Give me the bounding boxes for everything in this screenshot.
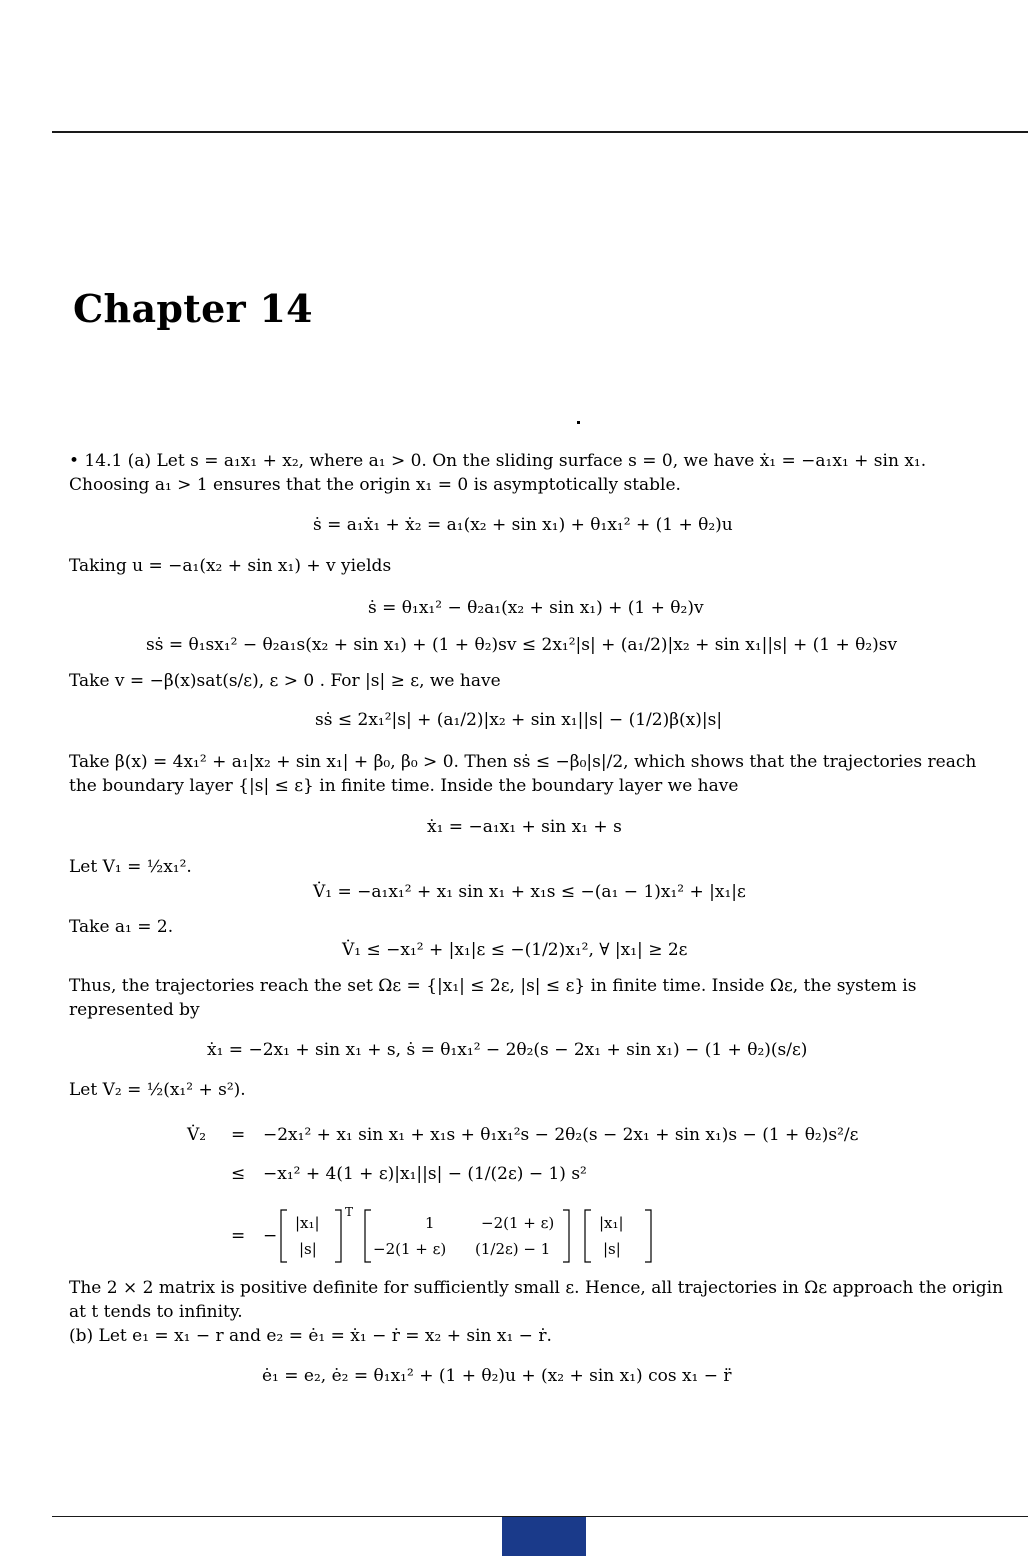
- equation-v2dot-rel1: =: [231, 1125, 246, 1145]
- matrix-m11: 1: [425, 1214, 435, 1232]
- paragraph-positive-definite-line1: The 2 × 2 matrix is positive definite for sufficiently small ε. Hence, all trajectories in Ωε approach the origin: [69, 1278, 1004, 1298]
- equation-v2dot-rhs1: −2x₁² + x₁ sin x₁ + x₁s + θ₁x₁²s − 2θ₂(s − 2x₁ + sin x₁)s − (1 + θ₂)s²/ε: [263, 1125, 859, 1145]
- paragraph-let-v2: Let V₂ = ½(x₁² + s²).: [69, 1080, 246, 1100]
- paragraph-taking-u: Taking u = −a₁(x₂ + sin x₁) + v yields: [69, 556, 392, 576]
- quadratic-form-matrix: [275, 1206, 695, 1268]
- matrix-m12: −2(1 + ε): [481, 1214, 555, 1232]
- paragraph-take-beta-line2: the boundary layer {|s| ≤ ε} in finite time. Inside the boundary layer we have: [69, 776, 739, 796]
- transpose-mark: T: [345, 1206, 354, 1219]
- left-bracket-matrix: [365, 1210, 371, 1262]
- equation-sdot: ṡ = a₁ẋ₁ + ẋ₂ = a₁(x₂ + sin x₁) + θ₁x₁² + (1 + θ₂)u: [313, 515, 733, 535]
- paragraph-part-b: (b) Let e₁ = x₁ − r and e₂ = ė₁ = ẋ₁ − ṙ = x₂ + sin x₁ − ṙ.: [69, 1326, 552, 1346]
- equation-sdot-v: ṡ = θ₁x₁² − θ₂a₁(x₂ + sin x₁) + (1 + θ₂)v: [368, 598, 704, 618]
- equation-v2dot-rel3: =: [231, 1226, 246, 1246]
- left-bracket-vector2: [585, 1210, 591, 1262]
- equation-v2dot-rel2: ≤: [231, 1164, 246, 1184]
- vector2-top: |x₁|: [599, 1214, 624, 1232]
- matrix-m22: (1/2ε) − 1: [475, 1240, 551, 1258]
- paragraph-take-v: Take v = −β(x)sat(s/ε), ε > 0 . For |s| ≥ ε, we have: [69, 671, 501, 691]
- equation-system-omega: ẋ₁ = −2x₁ + sin x₁ + s, ṡ = θ₁x₁² − 2θ₂(s − 2x₁ + sin x₁) − (1 + θ₂)(s/ε): [207, 1040, 808, 1060]
- paragraph-take-beta-line1: Take β(x) = 4x₁² + a₁|x₂ + sin x₁| + β₀, β₀ > 0. Then sṡ ≤ −β₀|s|/2, which shows that the trajectories reach: [69, 752, 977, 772]
- problem-14-1a-line1: • 14.1 (a) Let s = a₁x₁ + x₂, where a₁ > 0. On the sliding surface s = 0, we have ẋ₁ = −a₁x₁ + sin x₁.: [69, 451, 927, 471]
- paragraph-trajectories-line2: represented by: [69, 1000, 200, 1020]
- equation-error-dynamics: ė₁ = e₂, ė₂ = θ₁x₁² + (1 + θ₂)u + (x₂ + sin x₁) cos x₁ − r̈: [262, 1366, 732, 1386]
- vector1-bottom: |s|: [299, 1240, 317, 1258]
- problem-14-1a-line2: Choosing a₁ > 1 ensures that the origin x₁ = 0 is asymptotically stable.: [69, 475, 681, 495]
- vector2-bottom: |s|: [603, 1240, 621, 1258]
- chapter-title: Chapter 14: [73, 286, 313, 331]
- equation-v2dot-minus: −: [263, 1226, 278, 1246]
- footer-page-tab: [502, 1517, 586, 1556]
- equation-s-sdot: sṡ = θ₁sx₁² − θ₂a₁s(x₂ + sin x₁) + (1 + θ₂)sv ≤ 2x₁²|s| + (a₁/2)|x₂ + sin x₁||s| + (1 + θ₂)sv: [146, 635, 898, 655]
- matrix-m21: −2(1 + ε): [373, 1240, 447, 1258]
- paragraph-take-a1: Take a₁ = 2.: [69, 917, 174, 937]
- paragraph-positive-definite-line2: at t tends to infinity.: [69, 1302, 243, 1322]
- equation-v1dot: V̇₁ = −a₁x₁² + x₁ sin x₁ + x₁s ≤ −(a₁ − 1)x₁² + |x₁|ε: [313, 882, 746, 902]
- right-bracket-vector1: [335, 1210, 341, 1262]
- equation-v2dot-lhs: V̇₂: [187, 1125, 207, 1145]
- paragraph-let-v1: Let V₁ = ½x₁².: [69, 857, 192, 877]
- equation-v1dot-bound: V̇₁ ≤ −x₁² + |x₁|ε ≤ −(1/2)x₁², ∀ |x₁| ≥ 2ε: [342, 940, 688, 960]
- paragraph-trajectories-line1: Thus, the trajectories reach the set Ωε = {|x₁| ≤ 2ε, |s| ≤ ε} in finite time. Inside Ωε, the system is: [69, 976, 917, 996]
- left-bracket-vector1: [281, 1210, 287, 1262]
- equation-s-sdot-bound: sṡ ≤ 2x₁²|s| + (a₁/2)|x₂ + sin x₁||s| − (1/2)β(x)|s|: [315, 710, 723, 730]
- equation-v2dot-rhs2: −x₁² + 4(1 + ε)|x₁||s| − (1/(2ε) − 1) s²: [263, 1164, 587, 1184]
- right-bracket-matrix: [563, 1210, 569, 1262]
- vector1-top: |x₁|: [295, 1214, 320, 1232]
- equation-x1dot-boundary: ẋ₁ = −a₁x₁ + sin x₁ + s: [427, 817, 622, 837]
- right-bracket-vector2: [645, 1210, 651, 1262]
